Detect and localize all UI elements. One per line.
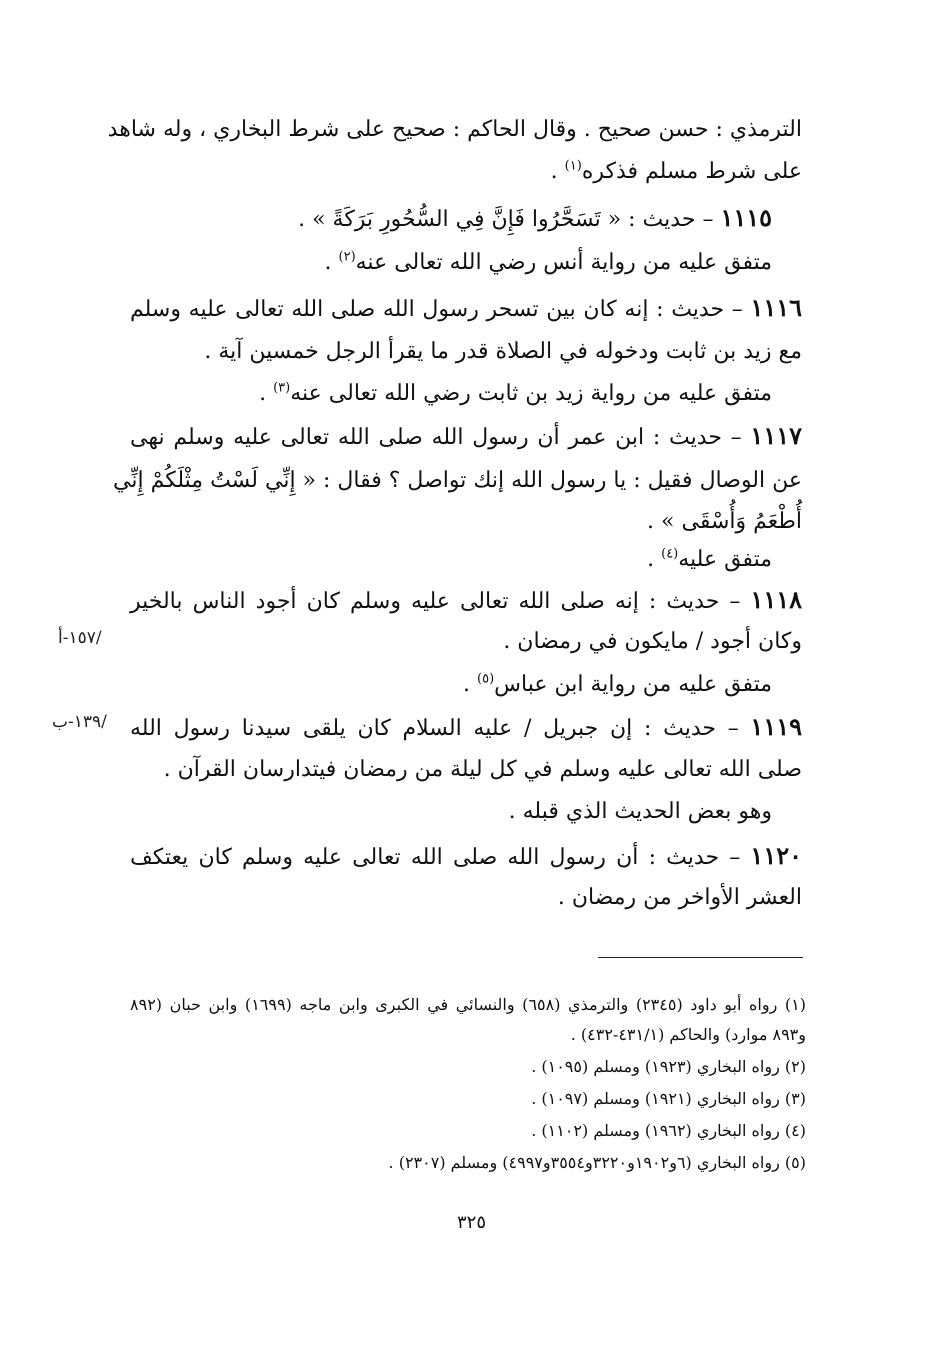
hadith-1120: ١١٢٠ – حديث : أن رسول الله صلى الله تعالى عليه وسلم كان يعتكف <box>130 841 802 870</box>
hadith-number: ١١١٨ <box>750 585 803 614</box>
text-line: عن الوصال فقيل : يا رسول الله إنك تواصل ؟ فقال : « إِنِّي لَسْتُ مِثْلَكُمْ إِنِّي <box>113 468 802 493</box>
text-line: وهو بعض الحديث الذي قبله . <box>508 799 772 824</box>
footnote-ref: (٢) <box>338 249 356 265</box>
text-line: متفق عليه من رواية ابن عباس$^{(٥)}$ . <box>463 671 772 697</box>
footnote-separator <box>598 957 803 958</box>
footnote-ref: (٤) <box>661 546 679 562</box>
text-line: صلى الله تعالى عليه وسلم في كل ليلة من رمضان فيتدارسان القرآن . <box>163 757 802 782</box>
hadith-number: ١١١٧ <box>750 421 802 450</box>
footnote: و٨٩٣ موارد) والحاكم (٤٣١/١-٤٣٢) . <box>570 1025 806 1044</box>
page-number: ٣٢٥ <box>456 1212 486 1233</box>
margin-folio-note: /١٣٩-ب <box>52 712 107 732</box>
text-line: متفق عليه من رواية زيد بن ثابت رضي الله تعالى عنه$^{(٣)}$ . <box>259 380 772 406</box>
footnote: (٢) رواه البخاري (١٩٢٣) ومسلم (١٠٩٥) . <box>531 1057 806 1076</box>
footnote: (٣) رواه البخاري (١٩٢١) ومسلم (١٠٩٧) . <box>531 1089 806 1108</box>
footnote: (٤) رواه البخاري (١٩٦٢) ومسلم (١١٠٢) . <box>531 1121 806 1140</box>
hadith-number: ١١١٥ <box>720 203 772 232</box>
text-line: وكان أجود / مايكون في رمضان . <box>503 629 802 654</box>
footnote: (١) رواه أبو داود (٢٣٤٥) والترمذي (٦٥٨) والنسائي في الكبرى وابن ماجه (١٦٩٩) وابن حبان (٨٩٢ <box>130 995 807 1014</box>
text-line: الترمذي : حسن صحيح . وقال الحاكم : صحيح على شرط البخاري ، وله شاهد <box>107 117 802 142</box>
text-line: متفق عليه$^{(٤)}$ . <box>647 546 772 572</box>
hadith-number: ١١١٩ <box>750 712 802 741</box>
footnote: (٥) رواه البخاري (٦و١٩٠٢و٣٢٢٠و٣٥٥٤و٤٩٩٧) ومسلم (٢٣٠٧) . <box>388 1153 806 1172</box>
hadith-1116: ١١١٦ – حديث : إنه كان بين تسحر رسول الله صلى الله تعالى عليه وسلم <box>130 293 802 322</box>
margin-folio-note: /١٥٧-أ <box>58 628 102 648</box>
text-line: متفق عليه من رواية أنس رضي الله تعالى عنه$^{(٢)}$ . <box>324 249 772 275</box>
footnote-ref: (٣) <box>273 380 291 396</box>
footnote-ref: (٥) <box>477 671 495 687</box>
text-line: العشر الأواخر من رمضان . <box>557 885 802 910</box>
text-line: أُطْعَمُ وَأُسْقَى » . <box>647 509 802 534</box>
text-line: على شرط مسلم فذكره$^{(١)}$ . <box>550 158 802 184</box>
hadith-number: ١١١٦ <box>750 293 802 322</box>
hadith-number: ١١٢٠ <box>750 841 802 870</box>
text-line: مع زيد بن ثابت ودخوله في الصلاة قدر ما يقرأ الرجل خمسين آية . <box>204 339 802 364</box>
footnote-ref: (١) <box>564 158 582 174</box>
hadith-1118: ١١١٨ – حديث : إنه صلى الله تعالى عليه وسلم كان أجود الناس بالخير <box>130 585 803 614</box>
hadith-1119: ١١١٩ – حديث : إن جبريل / عليه السلام كان يلقى سيدنا رسول الله <box>130 712 802 741</box>
hadith-1115: ١١١٥ – حديث : « تَسَحَّرُوا فَإِنَّ فِي السُّحُورِ بَرَكَةً » . <box>298 203 772 232</box>
hadith-1117: ١١١٧ – حديث : ابن عمر أن رسول الله صلى الله تعالى عليه وسلم نهى <box>130 421 802 450</box>
